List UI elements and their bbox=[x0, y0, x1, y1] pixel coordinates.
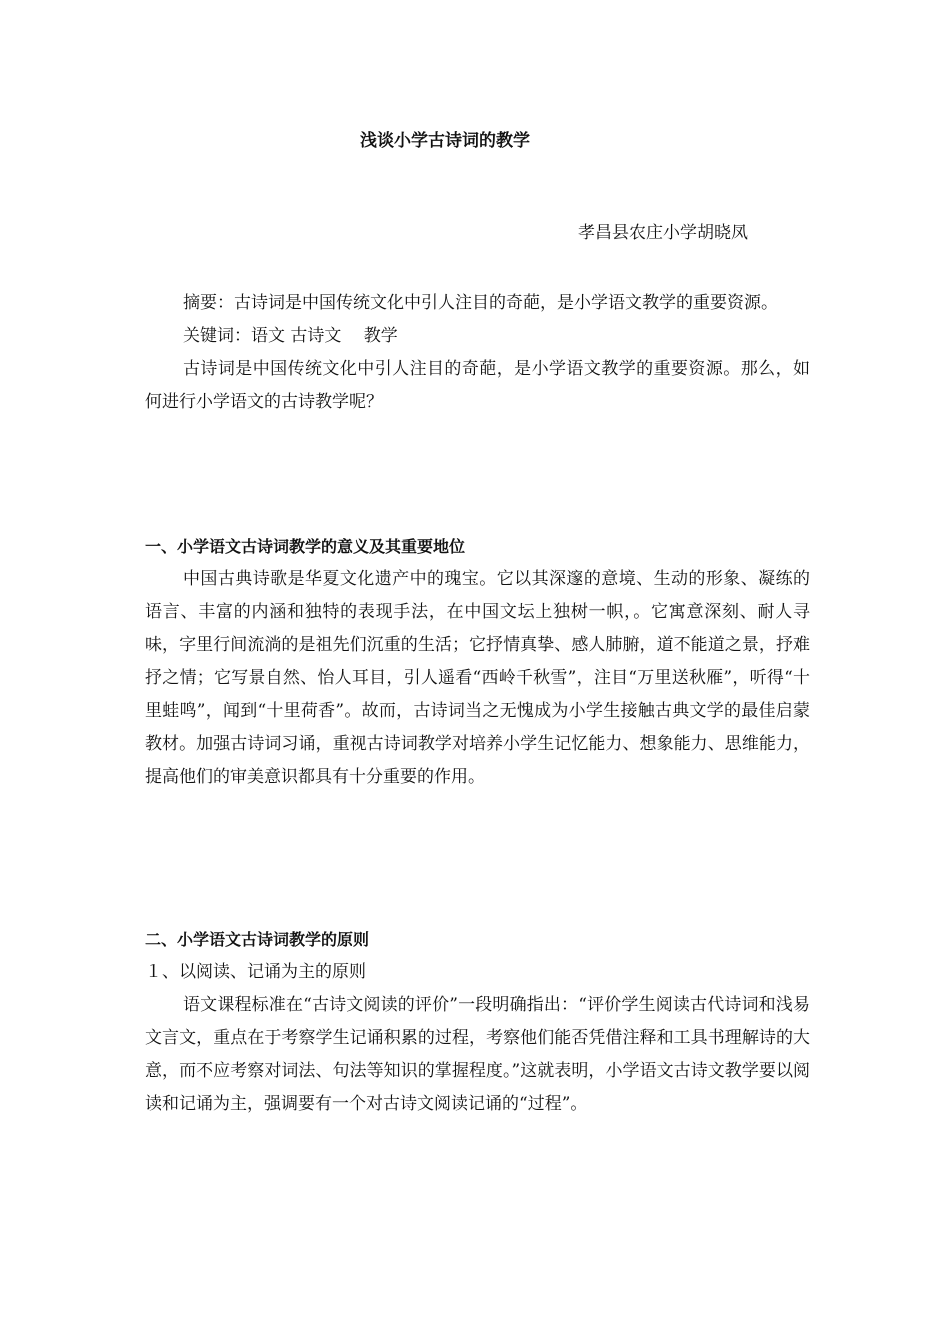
abstract-block bbox=[145, 287, 810, 419]
author-line: 孝昌县农庄小学胡晓凤 bbox=[578, 223, 748, 243]
section-2-subheading: １、以阅读、记诵为主的原则 bbox=[145, 962, 366, 982]
document-title: 浅谈小学古诗词的教学 bbox=[360, 131, 530, 151]
section-1-paragraph: 中国古典诗歌是华夏文化遗产中的瑰宝。它以其深邃的意境、生动的形象、凝练的语言、丰富的内涵和独特的表现手法，在中国文坛上独树一帜，。它寓意深刻、耐人寻味，字里行间流淌的是祖先们沉重的生活；它抒情真挚、感人肺腑，道不能道之景，抒难抒之情；它写景自然、怡人耳目，引人遥看“西岭千秋雪”，注目“万里送秋雁”，听得“十里蛙鸣”，闻到“十里荷香”。故而，古诗词当之无愧成为小学生接触古典文学的最佳启蒙教材。加强古诗词习诵，重视古诗词教学对培养小学生记忆能力、想象能力、思维能力，提高他们的审美意识都具有十分重要的作用。 bbox=[145, 569, 810, 787]
section-2-paragraph: 语文课程标准在“古诗文阅读的评价”一段明确指出：“评价学生阅读古代诗词和浅易文言文，重点在于考察学生记诵积累的过程，考察他们能否凭借注释和工具书理解诗的大意，而不应考察对词法、句法等知识的掌握程度。”这就表明，小学语文古诗文教学要以阅读和记诵为主，强调要有一个对古诗文阅读记诵的“过程”。 bbox=[145, 995, 810, 1114]
section-1 bbox=[145, 530, 810, 794]
abstract-paragraph: 摘要：古诗词是中国传统文化中引人注目的奇葩，是小学语文教学的重要资源。 bbox=[183, 293, 778, 313]
section-1-heading: 一、小学语文古诗词教学的意义及其重要地位 bbox=[145, 537, 466, 556]
section-2 bbox=[145, 923, 810, 1121]
section-2-heading: 二、小学语文古诗词教学的原则 bbox=[145, 930, 370, 949]
intro-paragraph: 古诗词是中国传统文化中引人注目的奇葩，是小学语文教学的重要资源。那么，如何进行小学语文的古诗教学呢？ bbox=[145, 359, 810, 412]
keywords-line: 关键词：语文 古诗文 教学 bbox=[183, 326, 398, 346]
